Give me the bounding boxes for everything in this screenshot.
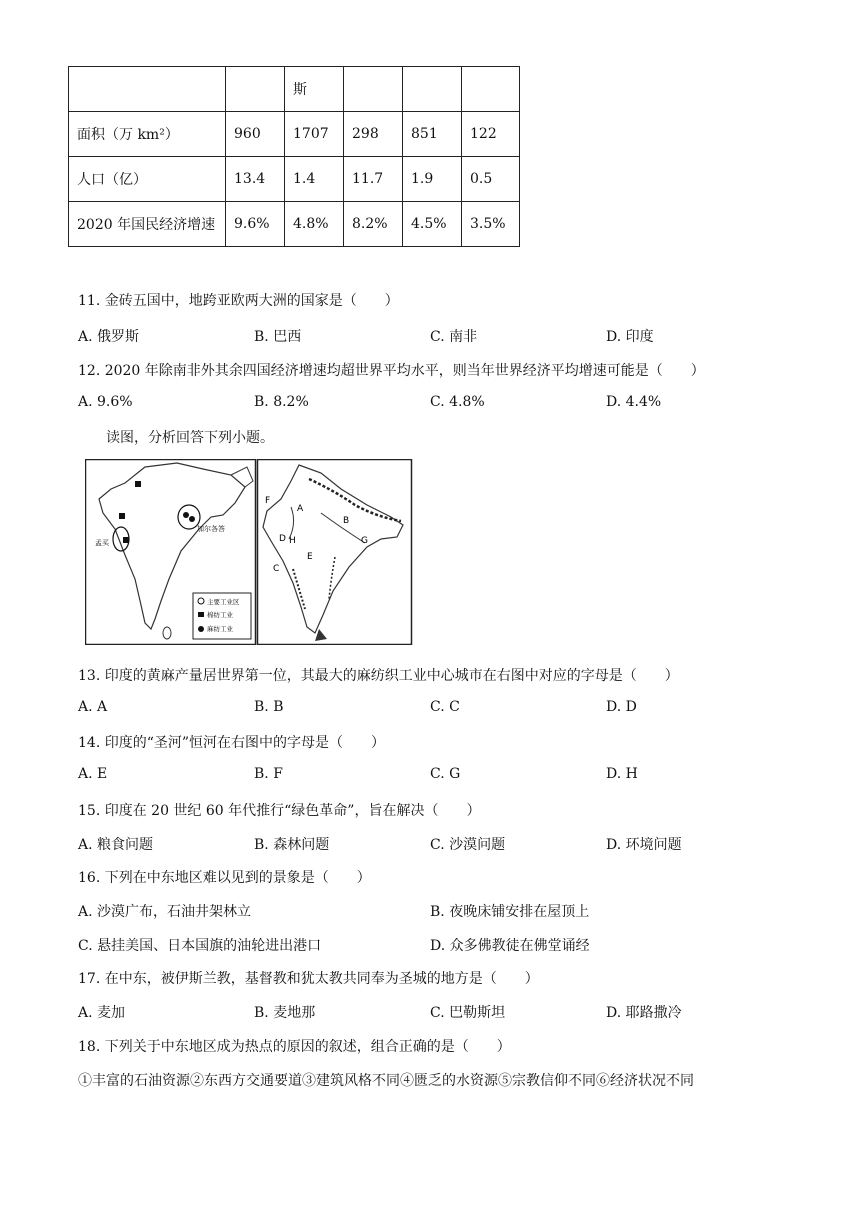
q16-option-b[interactable]: B. 夜晚床铺安排在屋顶上 [430, 904, 590, 920]
table-cell: 9.6% [226, 202, 285, 247]
q13-option-a[interactable]: A. A [78, 699, 108, 715]
map-label-mumbai: 孟买 [95, 539, 109, 547]
q15-option-c[interactable]: C. 沙漠问题 [430, 837, 506, 853]
map-letter-a: A [297, 504, 304, 514]
table-cell [344, 67, 403, 112]
table-cell: 13.4 [226, 157, 285, 202]
table-cell [69, 67, 226, 112]
question-14-stem: 14. 印度的“圣河”恒河在右图中的字母是（ ） [78, 735, 386, 751]
q15-option-d[interactable]: D. 环境问题 [606, 837, 682, 853]
table-cell: 298 [344, 112, 403, 157]
table-row [69, 202, 520, 247]
q14-option-b[interactable]: B. F [254, 766, 283, 782]
table-cell: 851 [403, 112, 462, 157]
map-label-kolkata: 加尔各答 [197, 525, 225, 533]
table-cell [226, 67, 285, 112]
left-industry-map [86, 460, 256, 645]
table-cell: 11.7 [344, 157, 403, 202]
table-cell: 0.5 [462, 157, 520, 202]
question-12-stem: 12. 2020 年除南非外其余四国经济增速均超世界平均水平，则当年世界经济平均增速可能是（ ） [78, 363, 705, 379]
q11-option-a[interactable]: A. 俄罗斯 [78, 329, 140, 345]
table-cell: 1.9 [403, 157, 462, 202]
legend-jute: 麻纺工业 [207, 625, 233, 633]
table-cell: 960 [226, 112, 285, 157]
table-cell: 4.8% [285, 202, 344, 247]
q14-option-c[interactable]: C. G [430, 766, 461, 782]
q12-option-c[interactable]: C. 4.8% [430, 394, 485, 410]
table-cell [462, 67, 520, 112]
table-cell: 面积（万 km²） [69, 112, 226, 157]
map-letter-c: C [273, 564, 280, 574]
legend-industrial-zone: 主要工业区 [207, 598, 240, 606]
map-letter-h: H [289, 536, 296, 546]
legend-cotton: 棉纺工业 [207, 611, 233, 619]
map-letter-b: B [343, 516, 350, 526]
map-legend [193, 593, 251, 639]
q15-option-a[interactable]: A. 粮食问题 [78, 837, 154, 853]
q16-option-a[interactable]: A. 沙漠广布，石油井架林立 [78, 904, 252, 920]
q12-option-d[interactable]: D. 4.4% [606, 394, 662, 410]
table-cell [403, 67, 462, 112]
cotton-industry-marker [119, 513, 125, 519]
map-letter-g: G [361, 536, 368, 546]
section-intro: 读图，分析回答下列小题。 [106, 430, 274, 446]
q11-option-d[interactable]: D. 印度 [606, 329, 654, 345]
question-13-stem: 13. 印度的黄麻产量居世界第一位，其最大的麻纺织工业中心城市在右图中对应的字母是（ ） [78, 668, 679, 684]
table-cell: 8.2% [344, 202, 403, 247]
map-letter-f: F [265, 496, 271, 506]
q17-option-c[interactable]: C. 巴勒斯坦 [430, 1005, 506, 1021]
q15-option-b[interactable]: B. 森林问题 [254, 837, 330, 853]
q13-option-d[interactable]: D. D [606, 699, 637, 715]
q12-option-a[interactable]: A. 9.6% [78, 394, 133, 410]
right-letter-map [258, 460, 412, 645]
q13-option-c[interactable]: C. C [430, 699, 460, 715]
table-cell: 斯 [285, 67, 344, 112]
table-cell: 1707 [285, 112, 344, 157]
q17-option-a[interactable]: A. 麦加 [78, 1005, 126, 1021]
table-row [69, 67, 520, 112]
q12-option-b[interactable]: B. 8.2% [254, 394, 309, 410]
table-row [69, 157, 520, 202]
q16-option-c[interactable]: C. 悬挂美国、日本国旗的油轮进出港口 [78, 938, 322, 954]
q11-option-c[interactable]: C. 南非 [430, 329, 478, 345]
question-18-stem: 18. 下列关于中东地区成为热点的原因的叙述，组合正确的是（ ） [78, 1039, 511, 1055]
table-cell: 3.5% [462, 202, 520, 247]
q16-option-d[interactable]: D. 众多佛教徒在佛堂诵经 [430, 938, 590, 954]
question-11-stem: 11. 金砖五国中，地跨亚欧两大洲的国家是（ ） [78, 293, 399, 309]
question-16-stem: 16. 下列在中东地区难以见到的景象是（ ） [78, 870, 371, 886]
table-cell: 2020 年国民经济增速 [69, 202, 226, 247]
question-18-statements: ①丰富的石油资源②东西方交通要道③建筑风格不同④匮乏的水资源⑤宗教信仰不同⑥经济状况不同 [78, 1073, 694, 1089]
q17-option-b[interactable]: B. 麦地那 [254, 1005, 316, 1021]
cotton-industry-marker [123, 537, 129, 543]
table-row [69, 112, 520, 157]
table-cell: 人口（亿） [69, 157, 226, 202]
cotton-industry-marker [135, 481, 141, 487]
table-cell: 4.5% [403, 202, 462, 247]
question-17-stem: 17. 在中东，被伊斯兰教，基督教和犹太教共同奉为圣城的地方是（ ） [78, 971, 539, 987]
map-letter-e: E [307, 552, 313, 562]
brics-data-table [68, 66, 520, 247]
table-cell: 122 [462, 112, 520, 157]
table-cell: 1.4 [285, 157, 344, 202]
q13-option-b[interactable]: B. B [254, 699, 284, 715]
q14-option-d[interactable]: D. H [606, 766, 638, 782]
question-15-stem: 15. 印度在 20 世纪 60 年代推行“绿色革命”，旨在解决（ ） [78, 803, 481, 819]
q14-option-a[interactable]: A. E [78, 766, 108, 782]
india-maps-figure [85, 459, 413, 645]
q17-option-d[interactable]: D. 耶路撒冷 [606, 1005, 682, 1021]
q11-option-b[interactable]: B. 巴西 [254, 329, 302, 345]
map-letter-d: D [279, 534, 286, 544]
